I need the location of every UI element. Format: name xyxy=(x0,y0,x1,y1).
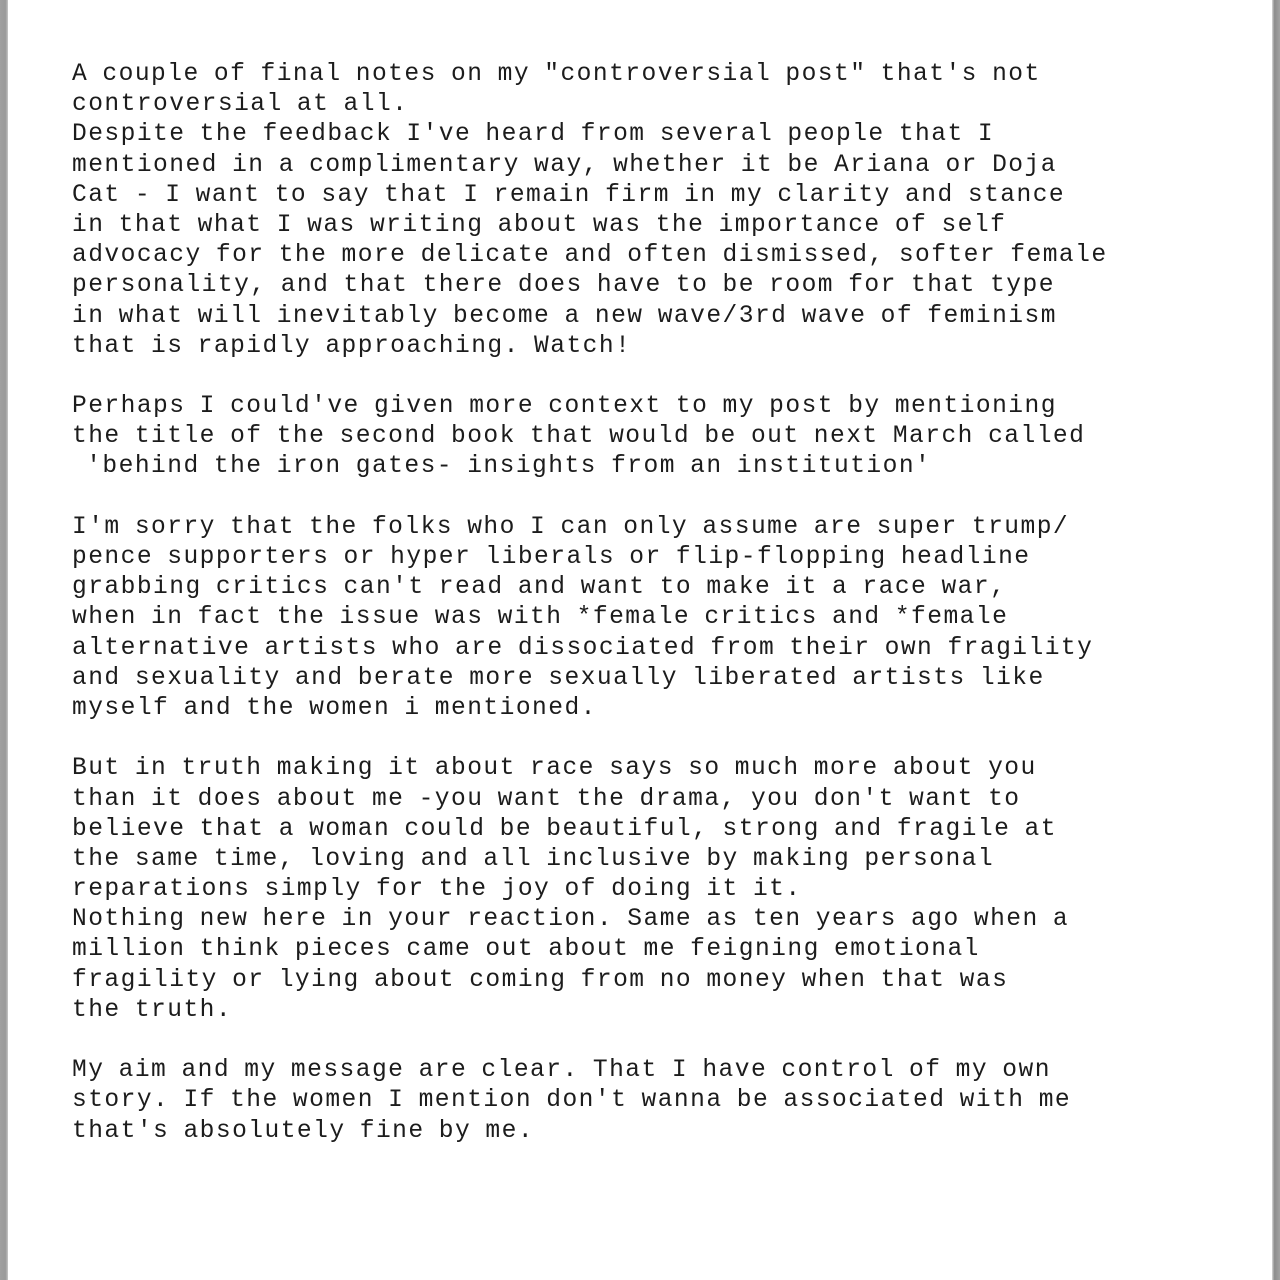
text-line: reparations simply for the joy of doing it it. xyxy=(72,876,802,904)
text-line: Nothing new here in your reaction. Same as ten years ago when a xyxy=(72,906,1070,934)
paragraph-critics xyxy=(72,513,1232,724)
typewritten-note xyxy=(72,60,1232,1147)
text-line: Perhaps I could've given more context to my post by mentioning xyxy=(72,393,1057,421)
text-line: My aim and my message are clear. That I have control of my own xyxy=(72,1057,1051,1085)
text-line: pence supporters or hyper liberals or flip-flopping headline xyxy=(72,544,1031,571)
text-line: the truth. xyxy=(72,996,233,1024)
text-line: million think pieces came out about me feigning emotional xyxy=(72,936,980,964)
paragraph-intro xyxy=(72,60,1232,362)
text-line: fragility or lying about coming from no money when that was xyxy=(72,966,1009,994)
paragraph-conclusion xyxy=(72,1056,1232,1147)
text-line: in that what I was writing about was the importance of self xyxy=(72,211,1007,239)
text-line: mentioned in a complimentary way, whether it be Ariana or Doja xyxy=(72,151,1057,179)
text-line: advocacy for the more delicate and often dismissed, softer female xyxy=(72,242,1108,270)
paragraph-race xyxy=(72,754,1232,1026)
text-line: grabbing critics can't read and want to make it a race war, xyxy=(72,574,1007,602)
paragraph-gap xyxy=(72,362,1232,392)
text-line: A couple of final notes on my "controversial post" that's not xyxy=(72,61,1041,88)
text-line: and sexuality and berate more sexually liberated artists like xyxy=(72,664,1045,692)
paragraph-gap xyxy=(72,483,1232,513)
paragraph-book-context xyxy=(72,392,1232,483)
text-line: personality, and that there does have to be room for that type xyxy=(72,272,1055,300)
right-border xyxy=(1272,0,1280,1280)
text-line: But in truth making it about race says so much more about you xyxy=(72,755,1037,783)
text-line: the same time, loving and all inclusive by making personal xyxy=(72,845,995,873)
text-line: in what will inevitably become a new wave/3rd wave of feminism xyxy=(72,302,1057,330)
text-line: than it does about me -you want the drama, you don't want to xyxy=(72,785,1021,813)
text-line: that's absolutely fine by me. xyxy=(72,1117,535,1145)
text-line: when in fact the issue was with *female critics and *female xyxy=(72,604,1009,632)
text-line: that is rapidly approaching. Watch! xyxy=(72,332,632,360)
text-line: I'm sorry that the folks who I can only assume are super trump/ xyxy=(72,513,1070,541)
text-line: Despite the feedback I've heard from several people that I xyxy=(72,121,995,149)
text-line: believe that a woman could be beautiful, strong and fragile at xyxy=(72,815,1057,843)
paragraph-gap xyxy=(72,724,1232,754)
text-line: the title of the second book that would be out next March called xyxy=(72,423,1086,451)
text-line: 'behind the iron gates- insights from an institution' xyxy=(72,453,932,481)
left-border xyxy=(0,0,8,1280)
text-line: controversial at all. xyxy=(72,91,409,119)
text-line: Cat - I want to say that I remain firm in my clarity and stance xyxy=(72,181,1066,209)
paragraph-gap xyxy=(72,1026,1232,1056)
text-line: myself and the women i mentioned. xyxy=(72,694,597,722)
text-line: story. If the women I mention don't wanna be associated with me xyxy=(72,1087,1072,1115)
text-line: alternative artists who are dissociated from their own fragility xyxy=(72,634,1094,662)
